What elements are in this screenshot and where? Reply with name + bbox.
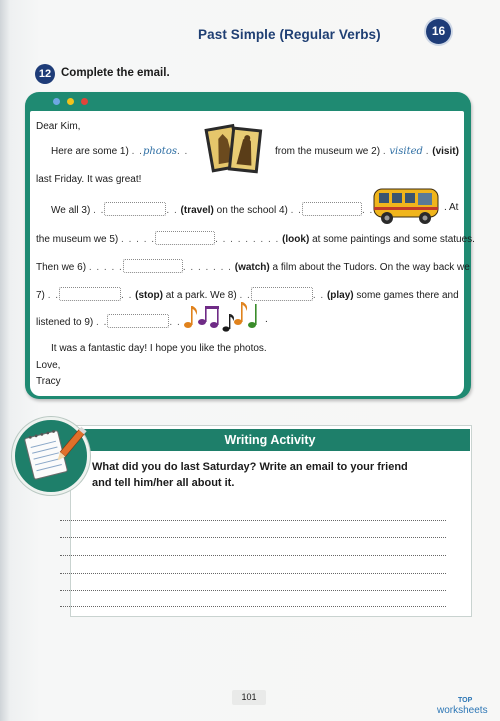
text: the museum we 5)	[36, 234, 119, 245]
writing-line[interactable]	[60, 520, 446, 521]
notepad-badge	[12, 417, 90, 495]
email-signature: Tracy	[36, 376, 61, 387]
verb-hint: (watch)	[234, 262, 270, 273]
email-line-1b: from the museum we 2) . visited . (visit)	[275, 146, 459, 157]
writing-line[interactable]	[60, 537, 446, 538]
email-line-7: listened to 9) . . . .	[36, 314, 181, 328]
page-number: 101	[232, 690, 266, 705]
email-line-3-end: . At	[444, 202, 459, 213]
photos-icon	[202, 118, 266, 180]
school-bus-icon	[371, 183, 443, 227]
window-dot-blue	[53, 98, 60, 105]
email-line-6: 7) . . . . (stop) at a park. We 8) . . . . (play) some games there and	[36, 287, 459, 301]
exercise-number-badge: 12	[35, 64, 55, 84]
music-notes-icon	[180, 298, 262, 334]
blank-6[interactable]	[123, 259, 183, 273]
email-line-7-end: .	[265, 314, 268, 325]
page-title: Past Simple (Regular Verbs)	[198, 27, 381, 42]
text: Then we 6)	[36, 262, 87, 273]
verb-hint: (travel)	[180, 205, 214, 216]
brand-name-label: worksheets	[437, 705, 488, 716]
writing-line[interactable]	[60, 590, 446, 591]
blank-5[interactable]	[155, 231, 215, 245]
text: at a park. We 8)	[165, 290, 237, 301]
writing-activity-header: Writing Activity	[70, 429, 470, 451]
verb-hint: (visit)	[432, 146, 459, 157]
exercise-instruction: Complete the email.	[61, 67, 170, 79]
text: from the museum we 2)	[275, 146, 381, 157]
brand-top-label: TOP	[458, 697, 473, 704]
verb-hint: (look)	[282, 234, 310, 245]
writing-line[interactable]	[60, 555, 446, 556]
window-dot-yellow	[67, 98, 74, 105]
email-greeting: Dear Kim,	[36, 121, 81, 132]
text: listened to 9)	[36, 317, 94, 328]
email-line-4: the museum we 5) . . . . . . . . . . . . . . (look) at some paintings and some statues.	[36, 231, 475, 245]
writing-activity-panel	[70, 425, 472, 617]
email-line-3: We all 3) . . . . (travel) on the school 4) . . . .	[51, 202, 373, 216]
notepad-pencil-icon	[15, 420, 87, 492]
verb-hint: (stop)	[135, 290, 163, 301]
text: some games there and	[356, 290, 459, 301]
text: 7)	[36, 290, 45, 301]
email-line-2: last Friday. It was great!	[36, 174, 142, 185]
answer-1[interactable]: photos	[142, 146, 177, 157]
email-line-8: It was a fantastic day! I hope you like the photos.	[51, 343, 267, 354]
email-closing: Love,	[36, 360, 61, 371]
blank-4[interactable]	[302, 202, 362, 216]
text: at some paintings and some statues.	[312, 234, 475, 245]
email-line-5: Then we 6) . . . . . . . . . . . . (watch) a film about the Tudors. On the way back we	[36, 259, 470, 273]
unit-number-badge: 16	[426, 19, 451, 44]
blank-9[interactable]	[107, 314, 169, 328]
verb-hint: (play)	[326, 290, 354, 301]
window-dot-red	[81, 98, 88, 105]
answer-2[interactable]: visited	[389, 146, 423, 157]
blank-3[interactable]	[104, 202, 166, 216]
blank-7[interactable]	[59, 287, 121, 301]
text: We all 3)	[51, 205, 91, 216]
writing-line[interactable]	[60, 606, 446, 607]
writing-prompt: What did you do last Saturday? Write an email to your friend and tell him/her all about it.	[92, 461, 408, 489]
writing-line[interactable]	[60, 573, 446, 574]
email-line-1: Here are some 1) . .photos. .	[51, 146, 189, 157]
text: Here are some 1)	[51, 146, 129, 157]
text: on the school 4)	[216, 205, 288, 216]
text: a film about the Tudors. On the way back we	[272, 262, 470, 273]
